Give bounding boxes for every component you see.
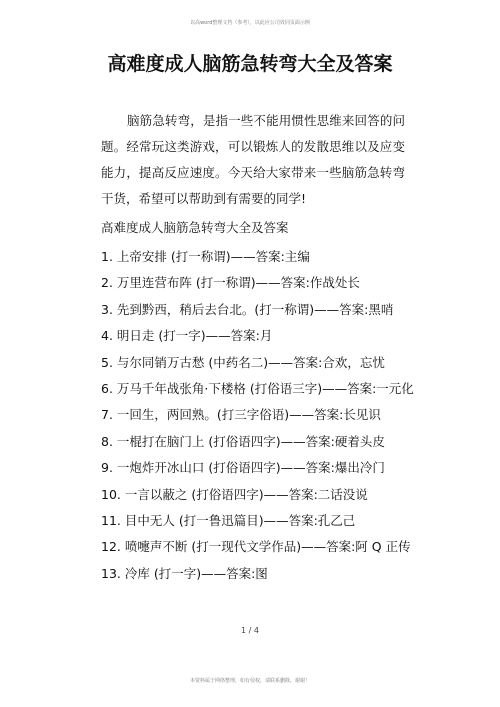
section-subtitle: 高难度成人脑筋急转弯大全及答案: [101, 220, 289, 235]
list-item: 11. 目中无人 (打一鲁迅篇目)——答案:孔乙己: [101, 512, 356, 528]
list-item: 8. 一棍打在脑门上 (打俗语四字)——答案:硬着头皮: [101, 433, 385, 449]
list-item: 12. 喷嚏声不断 (打一现代文学作品)——答案:阿 Q 正传: [101, 539, 411, 555]
list-item: 2. 万里连营布阵 (打一称谓)——答案:作战处长: [101, 275, 360, 291]
list-item: 13. 冷库 (打一字)——答案:图: [101, 565, 268, 581]
list-item: 10. 一言以蔽之 (打俗语四字)——答案:二话没说: [101, 486, 368, 502]
intro-paragraph: 脑筋急转弯，是指一些不能用惯性思维来回答的问题。经常玩这类游戏，可以锻炼人的发散思维以及应变能力，提高反应速度。今天给大家带来一些脑筋急转弯干货，希望可以帮助到有需要的同学!: [101, 113, 405, 206]
list-item: 4. 明日走 (打一字)——答案:月: [101, 328, 273, 344]
list-item: 3. 先到黔西，稍后去台北。(打一称谓)——答案:黑哨: [101, 301, 394, 317]
page-title: 高难度成人脑筋急转弯大全及答案: [107, 53, 393, 75]
list-item: 9. 一炮炸开冰山口 (打俗语四字)——答案:爆出冷门: [101, 460, 385, 476]
list-item: 1. 上帝安排 (打一称谓)——答案:主编: [101, 249, 310, 264]
footer-note: 本资料属于网络整理，如有侵权，请联系删除，谢谢！: [189, 678, 310, 684]
list-item: 5. 与尔同销万古愁 (中药名二)——答案:合欢，忘忧: [101, 354, 385, 370]
list-item: 7. 一回生，两回熟。(打三字俗语)——答案:长见识: [101, 407, 381, 423]
page-number: 1 / 4: [241, 626, 259, 635]
header-note: 以高word整理文档（参考），以此应公司效同页面示例: [190, 20, 310, 26]
list-item: 6. 万马千年战张角·下楼格 (打俗语三字)——答案:一元化: [101, 380, 414, 396]
riddle-list: [101, 244, 421, 587]
